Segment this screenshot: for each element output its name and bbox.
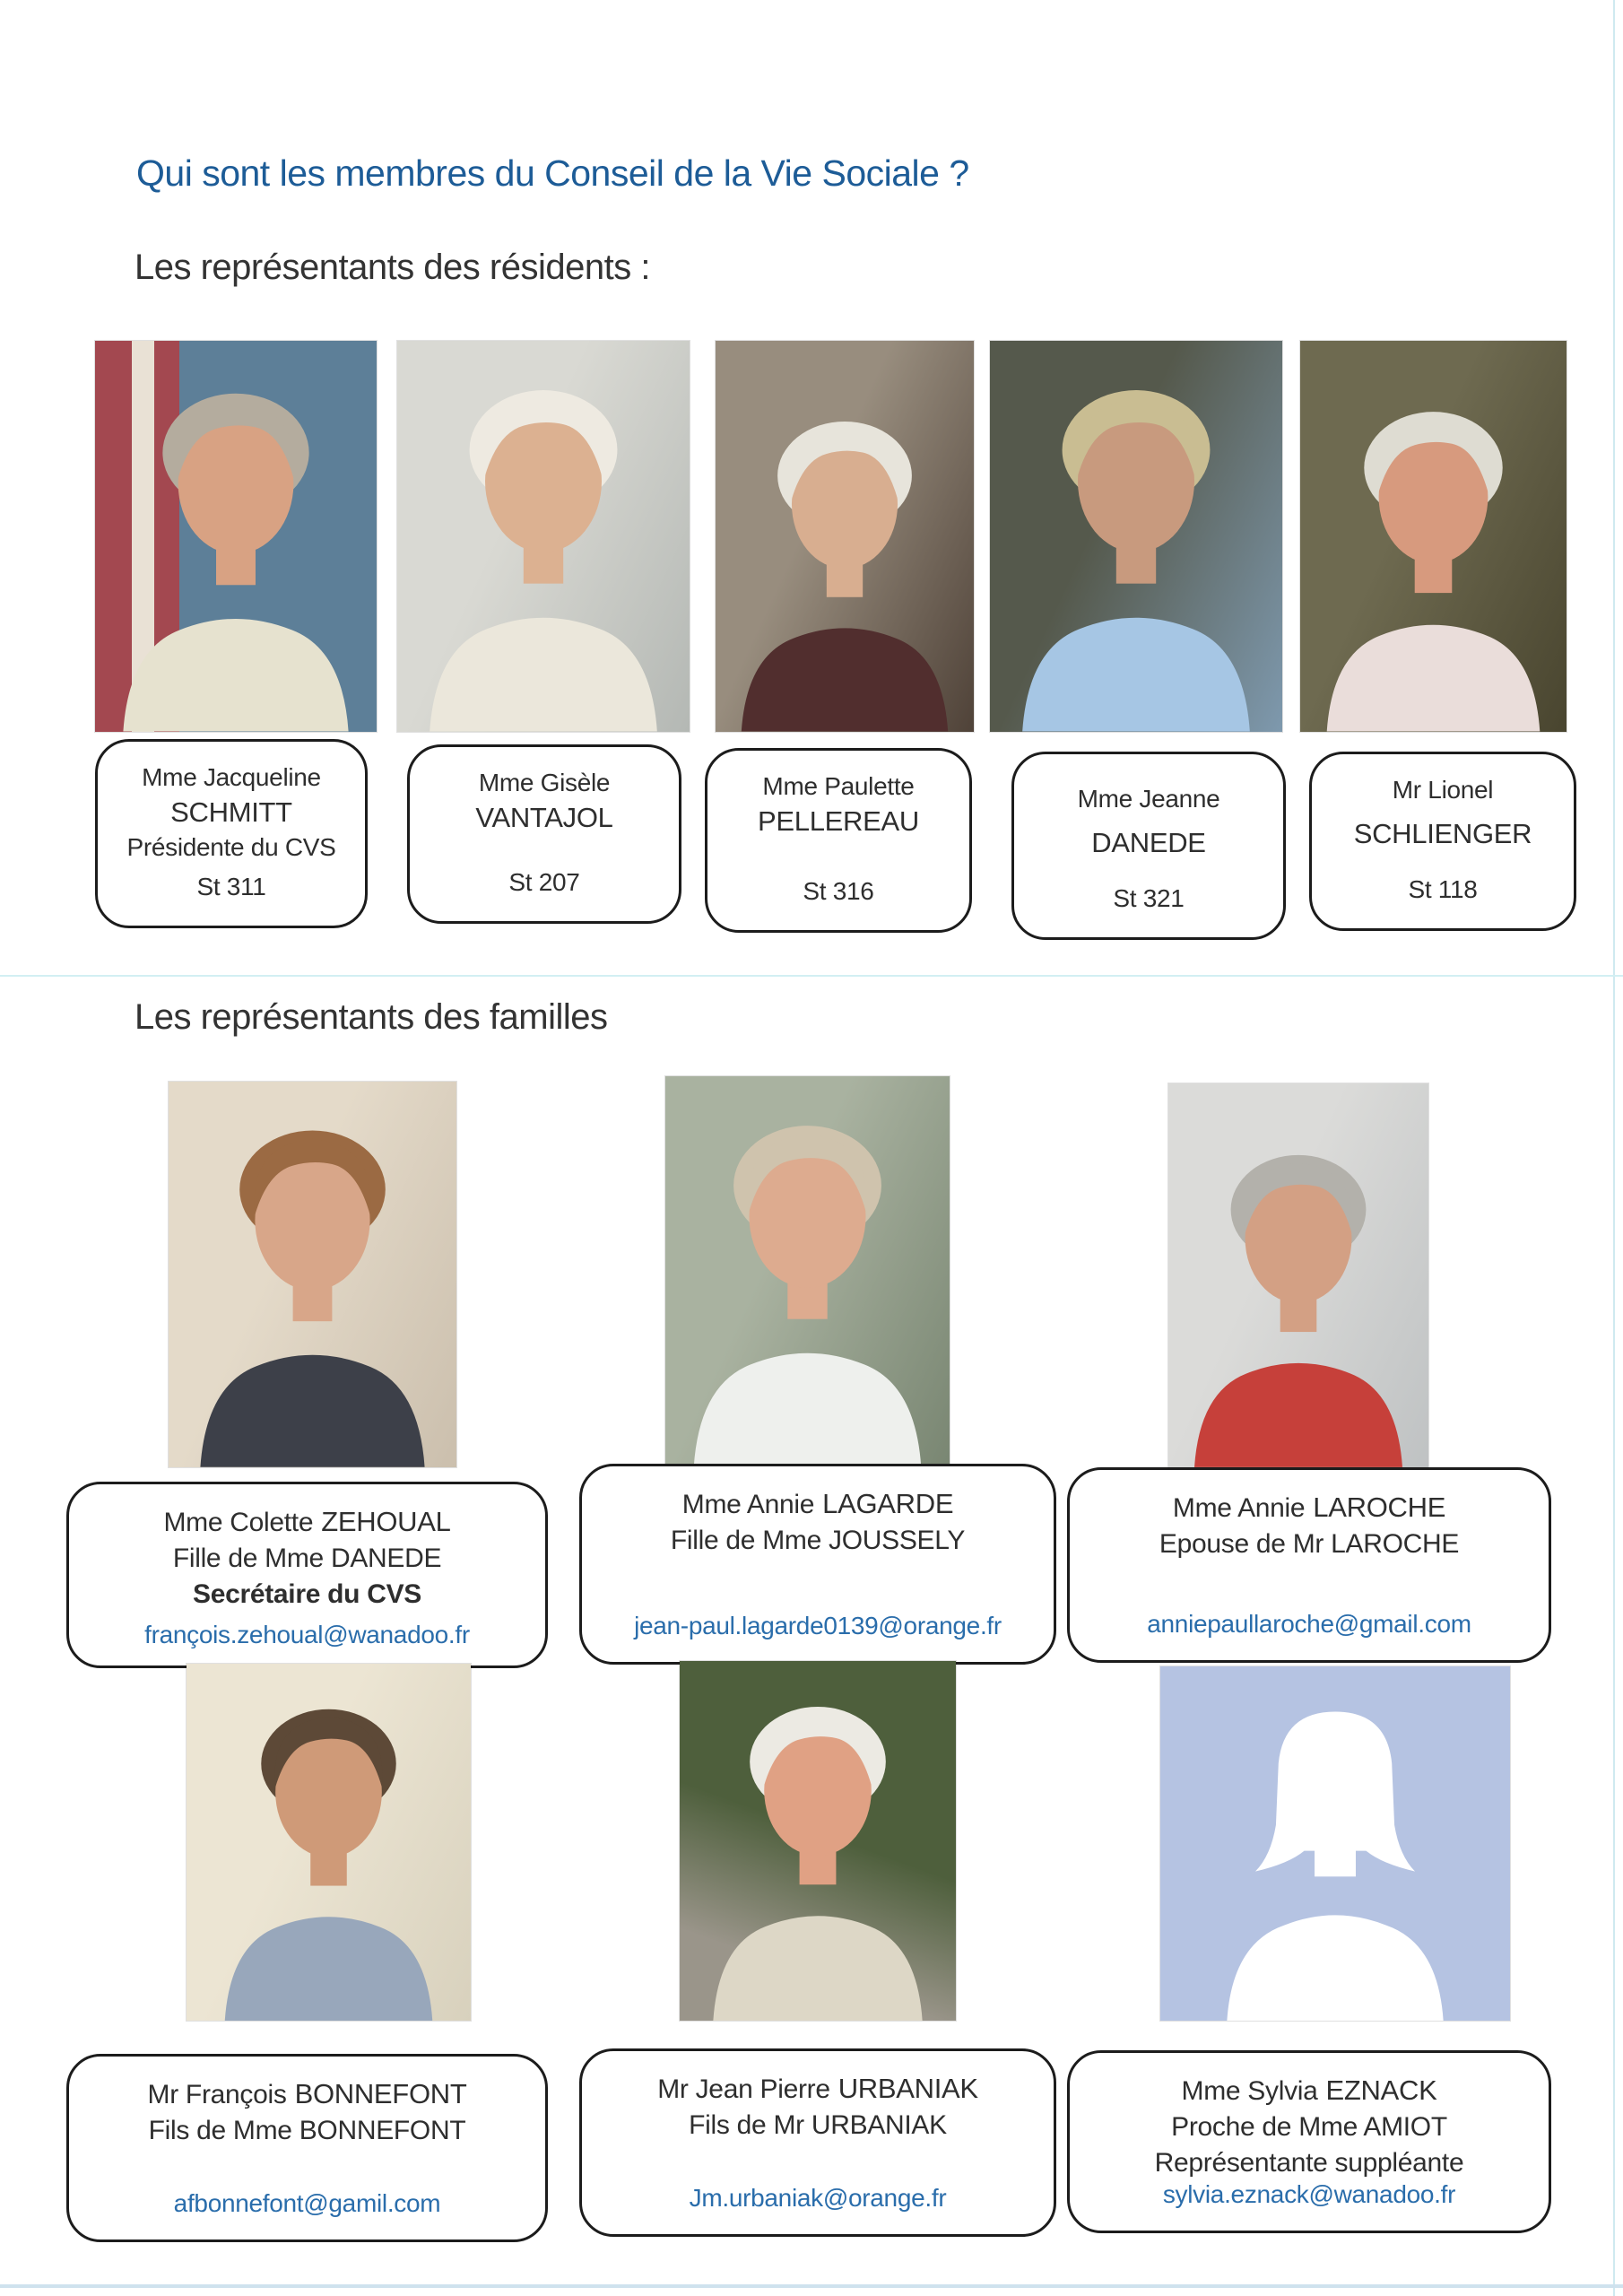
member-relation: Fille de Mme JOUSSELY	[670, 1525, 966, 1555]
member-surname: VANTAJOL	[475, 801, 613, 833]
resident-card-vantajol	[407, 744, 681, 924]
member-room: St 118	[1408, 875, 1478, 904]
section-heading-familles: Les représentants des familles	[135, 997, 608, 1037]
member-name: Mr François BONNEFONT	[147, 2078, 467, 2109]
member-email-link[interactable]: françois.zehoual@wanadoo.fr	[144, 1621, 470, 1649]
section-divider-line	[0, 975, 1623, 977]
member-email-link[interactable]: jean-paul.lagarde0139@orange.fr	[634, 1612, 1002, 1639]
resident-photo-vantajol	[397, 341, 690, 732]
member-room: St 321	[1113, 884, 1185, 913]
family-photo-urbaniak	[680, 1661, 956, 2021]
member-surname: SCHMITT	[170, 796, 292, 828]
member-role: Représentante suppléante	[1154, 2147, 1464, 2178]
portrait-silhouette-icon	[990, 356, 1282, 732]
member-email-link[interactable]: Jm.urbaniak@orange.fr	[689, 2184, 947, 2212]
resident-card-danede	[1011, 752, 1286, 940]
member-room: St 316	[803, 877, 874, 906]
portrait-silhouette-icon	[397, 356, 690, 732]
family-photo-bonnefont	[187, 1664, 471, 2021]
section-heading-residents: Les représentants des résidents :	[135, 248, 650, 287]
member-name: Mme Annie LAROCHE	[1172, 1492, 1446, 1523]
family-card-eznack	[1067, 2050, 1551, 2233]
resident-photo-schmitt	[95, 341, 377, 732]
member-name: Mme Paulette	[762, 772, 915, 800]
member-surname: SCHLIENGER	[1353, 817, 1532, 849]
resident-card-schlienger	[1309, 752, 1576, 931]
member-name: Mme Jacqueline	[142, 763, 321, 791]
family-photo-laroche	[1168, 1083, 1428, 1467]
member-name: Mme Gisèle	[478, 769, 611, 796]
member-relation: Epouse de Mr LAROCHE	[1159, 1528, 1460, 1559]
portrait-silhouette-icon	[169, 1097, 456, 1467]
member-relation: Fils de Mr URBANIAK	[689, 2109, 947, 2140]
page-title: Qui sont les membres du Conseil de la Vie Sociale ?	[136, 152, 969, 194]
family-card-zehoual	[66, 1482, 548, 1668]
resident-photo-danede	[990, 341, 1282, 732]
member-name: Mme Jeanne	[1077, 785, 1220, 813]
member-relation: Fils de Mme BONNEFONT	[148, 2115, 466, 2145]
portrait-silhouette-icon	[1300, 356, 1567, 732]
member-surname: DANEDE	[1091, 826, 1206, 858]
member-name: Mme Sylvia EZNACK	[1181, 2074, 1437, 2106]
portrait-silhouette-icon	[187, 1678, 471, 2021]
family-photo-eznack-placeholder	[1160, 1666, 1510, 2021]
family-card-laroche	[1067, 1467, 1551, 1663]
family-photo-zehoual	[169, 1082, 456, 1467]
family-card-urbaniak	[579, 2048, 1056, 2237]
portrait-silhouette-icon	[665, 1091, 950, 1467]
portrait-silhouette-icon	[716, 356, 974, 732]
member-name: Mme Colette ZEHOUAL	[163, 1506, 451, 1537]
member-relation: Fille de Mme DANEDE	[172, 1543, 442, 1573]
member-email-link[interactable]: anniepaullaroche@gmail.com	[1147, 1610, 1471, 1638]
scan-artifact-line	[0, 2284, 1623, 2288]
resident-card-schmitt	[95, 739, 368, 928]
member-email-link[interactable]: afbonnefont@gamil.com	[173, 2189, 441, 2217]
member-role: Secrétaire du CVS	[192, 1578, 421, 1609]
member-room: St 311	[196, 873, 266, 901]
member-relation: Proche de Mme AMIOT	[1171, 2111, 1447, 2142]
scan-artifact-line	[1613, 0, 1615, 2296]
resident-photo-schlienger	[1300, 341, 1567, 732]
member-name: Mr Jean Pierre URBANIAK	[657, 2073, 978, 2104]
member-surname: PELLEREAU	[758, 804, 919, 837]
member-role: Présidente du CVS	[126, 832, 336, 861]
resident-card-pellereau	[705, 748, 972, 933]
member-email-link[interactable]: sylvia.eznack@wanadoo.fr	[1162, 2180, 1456, 2209]
portrait-silhouette-icon	[1168, 1099, 1428, 1467]
portrait-silhouette-icon	[95, 356, 377, 732]
member-name: Mme Annie LAGARDE	[681, 1488, 954, 1519]
resident-photo-pellereau	[716, 341, 974, 732]
member-room: St 207	[508, 868, 580, 897]
family-card-bonnefont	[66, 2054, 548, 2242]
family-photo-lagarde	[665, 1076, 950, 1467]
family-card-lagarde	[579, 1464, 1056, 1665]
member-name: Mr Lionel	[1392, 776, 1494, 804]
female-silhouette-avatar-icon	[1160, 1681, 1510, 2021]
portrait-silhouette-icon	[680, 1675, 956, 2021]
